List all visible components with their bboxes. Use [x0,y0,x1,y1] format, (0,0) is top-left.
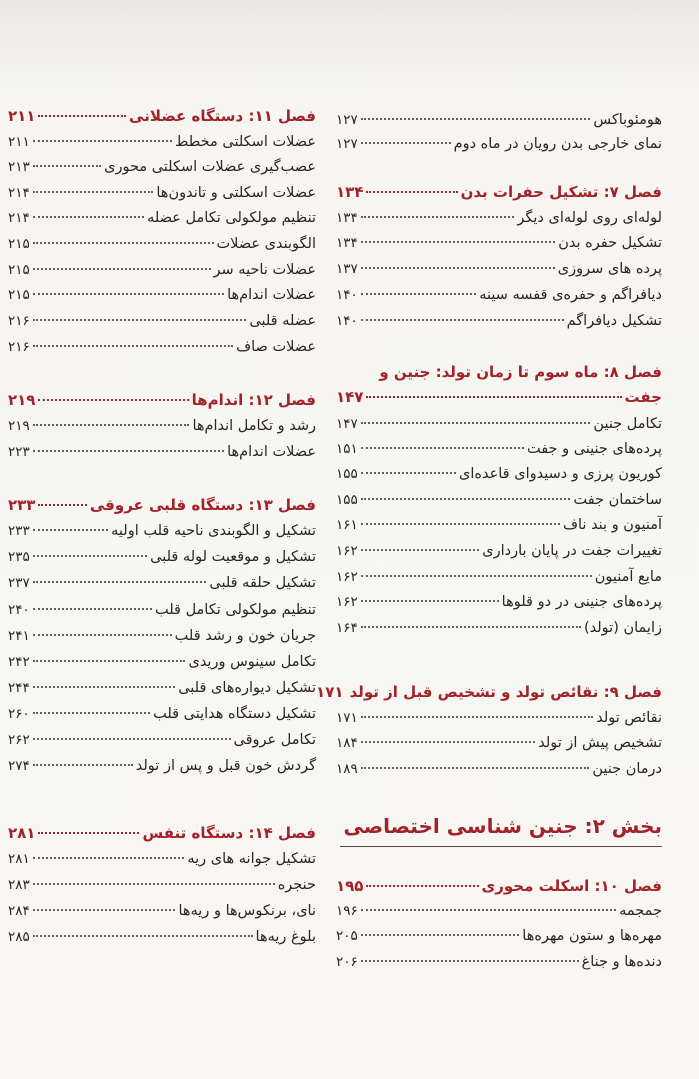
entry-page: ۲۱۴ [8,210,30,226]
toc-entry [8,598,316,622]
toc-entry [336,488,662,512]
toc-entry [8,130,316,154]
entry-page: ۲۲۳ [8,444,30,460]
entry-page: ۱۳۷ [336,261,358,277]
toc-entry [8,258,316,282]
chapter-page: ۲۱۹ [8,391,36,409]
leader-dots [361,472,456,474]
entry-page: ۱۳۴ [336,235,358,251]
toc-entry [336,706,662,730]
toc-entry [336,950,662,974]
leader-dots [33,738,231,740]
toc-entry [336,899,662,923]
entry-title: گردش خون قبل و پس از تولد [135,758,316,774]
chapter-page: ۲۱۱ [8,107,36,125]
chapter-title: فصل ۷: تشکیل حفرات بدن [460,183,662,201]
toc-entry [336,437,662,461]
leader-dots [33,216,144,218]
entry-page: ۱۶۱ [336,517,358,533]
toc-entry [8,728,316,752]
entry-title: تغییرات جفت در پایان بارداری [482,543,662,559]
entry-page: ۱۸۴ [336,735,358,751]
entry-page: ۱۴۷ [336,416,358,432]
leader-dots [33,242,214,244]
entry-title: بلوغ ریه‌ها [255,929,316,945]
entry-page: ۲۱۴ [8,185,30,201]
chapter-13-heading [8,493,316,517]
entry-page: ۲۱۶ [8,313,30,329]
leader-dots [361,447,524,449]
entry-page: ۲۱۱ [8,134,30,150]
entry-title: نقائص تولد [596,710,662,726]
chapter-title: فصل ۹: نقائص تولد و تشخیص قبل از تولد [349,683,662,701]
entry-title: عضلات اسکلتی مخطط [175,134,316,150]
entry-title: تشکیل جوانه های ریه [187,851,316,867]
entry-title: لوله‌ای روی لوله‌ای دیگر [517,210,662,226]
leader-dots [361,909,616,911]
leader-dots [33,764,133,766]
toc-entry [8,545,316,569]
toc-entry [8,702,316,726]
toc-entry [336,616,662,640]
toc-entry [8,624,316,648]
entry-page: ۲۷۴ [8,758,30,774]
entry-title: پرده‌های جنینی و جفت [526,441,662,457]
entry-title: الگوبندی عضلات [216,236,316,252]
entry-page: ۲۱۵ [8,262,30,278]
toc-entry [8,283,316,307]
entry-page: ۱۳۴ [336,210,358,226]
leader-dots [33,424,190,426]
leader-dots [33,634,172,636]
entry-page: ۱۶۲ [336,543,358,559]
entry-page: ۱۶۴ [336,620,358,636]
toc-entry [8,414,316,438]
leader-dots [38,115,126,117]
chapter-8-heading-cont [336,385,662,409]
leader-dots [33,140,172,142]
entry-title: تشکیل و الگوبندی ناحیه قلب اولیه [111,523,316,539]
toc-entry [8,309,316,333]
entry-title: تشکیل دستگاه هدایتی قلب [153,706,316,722]
leader-dots [33,883,275,885]
entry-page: ۲۸۴ [8,903,30,919]
entry-page: ۱۹۶ [336,903,358,919]
leader-dots [361,934,520,936]
chapter-14-heading [8,821,316,845]
entry-page: ۲۱۵ [8,236,30,252]
entry-title: پرده‌های جنینی در دو قلوها [501,594,662,610]
entry-title: دیافراگم و حفره‌ی قفسه سینه [479,287,662,303]
toc-entry [336,539,662,563]
toc-entry [8,676,316,700]
chapter-page: ۲۳۳ [8,496,36,514]
chapter-11-heading [8,104,316,128]
entry-page: ۲۱۵ [8,287,30,303]
leader-dots [33,712,150,714]
entry-title: مایع آمنیون [594,569,662,585]
entry-page: ۲۶۰ [8,706,30,722]
entry-title: تشکیل حلقه قلبی [209,575,316,591]
entry-title: عضلات اندام‌ها [227,287,316,303]
leader-dots [33,660,186,662]
chapter-title: فصل ۸: ماه سوم تا زمان تولد: جنین و [379,363,662,381]
entry-title: کوریون پرزی و دسیدوای قاعده‌ای [459,466,662,482]
toc-entry [8,232,316,256]
entry-page: ۱۵۵ [336,466,358,482]
entry-page: ۱۲۷ [336,112,358,128]
toc-entry [8,206,316,230]
toc-entry [8,181,316,205]
leader-dots [361,118,591,120]
leader-dots [361,960,579,962]
toc-entry [336,412,662,436]
leader-dots [361,422,591,424]
leader-dots [361,741,535,743]
entry-page: ۱۶۲ [336,569,358,585]
part-divider-line [340,846,662,847]
toc-entry [336,513,662,537]
toc-entry [336,108,662,132]
leader-dots [366,396,621,398]
entry-title: زایمان (تولد) [584,620,662,636]
entry-title: درمان جنین [592,761,662,777]
toc-entry [8,519,316,543]
entry-page: ۲۴۰ [8,602,30,618]
entry-page: ۱۴۰ [336,313,358,329]
leader-dots [361,716,593,718]
entry-page: ۱۶۲ [336,594,358,610]
entry-title: عضلات اسکلتی و تاندون‌ها [156,185,316,201]
leader-dots [361,293,476,295]
entry-page: ۲۱۹ [8,418,30,434]
leader-dots [33,686,175,688]
entry-page: ۲۳۵ [8,549,30,565]
leader-dots [361,142,451,144]
chapter-10-heading [336,874,662,898]
entry-page: ۲۱۶ [8,339,30,355]
entry-page: ۲۴۲ [8,654,30,670]
entry-title: دنده‌ها و جناغ [581,954,662,970]
chapter-page: ۲۸۱ [8,824,36,842]
leader-dots [361,216,515,218]
entry-page: ۱۴۰ [336,287,358,303]
chapter-title: فصل ۱۰: اسکلت محوری [481,877,662,895]
entry-title: تشکیل دیافراگم [566,313,662,329]
leader-dots [33,909,176,911]
chapter-page: ۱۹۵ [336,877,364,895]
leader-dots [33,608,152,610]
leader-dots [361,575,592,577]
entry-title: عصب‌گیری عضلات اسکلتی محوری [104,159,316,175]
entry-page: ۲۸۵ [8,929,30,945]
leader-dots [33,293,224,295]
entry-title: ساختمان جفت [573,492,662,508]
entry-page: ۱۲۷ [336,136,358,152]
entry-page: ۱۷۱ [336,710,358,726]
chapter-title: فصل ۱۳: دستگاه قلبی عروقی [89,496,316,514]
toc-entry [8,925,316,949]
entry-page: ۱۸۹ [336,761,358,777]
entry-title: نمای خارجی بدن رویان در ماه دوم [453,136,662,152]
toc-entry [336,206,662,230]
entry-title: تشخیص پیش از تولد [538,735,662,751]
leader-dots [361,600,499,602]
chapter-page: ۱۷۱ [316,683,344,701]
leader-dots [361,523,560,525]
toc-entry [336,757,662,781]
toc-entry [336,565,662,589]
toc-entry [336,231,662,255]
chapter-title: فصل ۱۴: دستگاه تنفس [142,824,316,842]
leader-dots [361,549,479,551]
toc-entry [336,283,662,307]
leader-dots [361,241,555,243]
toc-entry [8,873,316,897]
toc-entry [8,754,316,778]
chapter-12-heading [8,388,316,412]
leader-dots [361,319,564,321]
entry-page: ۲۱۳ [8,159,30,175]
leader-dots [33,345,233,347]
entry-page: ۲۰۶ [336,954,358,970]
toc-entry [8,335,316,359]
chapter-title: فصل ۱۱: دستگاه عضلانی [129,107,316,125]
entry-page: ۲۸۱ [8,851,30,867]
leader-dots [361,767,590,769]
entry-page: ۲۸۳ [8,877,30,893]
entry-page: ۲۶۲ [8,732,30,748]
entry-title: عضلات صاف [236,339,316,355]
leader-dots [366,885,478,887]
entry-title: تشکیل و موقعیت لوله قلبی [150,549,316,565]
toc-entry [336,924,662,948]
leader-dots [38,399,188,401]
leader-dots [361,267,555,269]
toc-entry [336,731,662,755]
entry-title: نای، برنکوس‌ها و ریه‌ها [178,903,316,919]
entry-title: حنجره [277,877,316,893]
leader-dots [33,581,207,583]
toc-entry [336,132,662,156]
leader-dots [361,498,571,500]
toc-entry [8,440,316,464]
leader-dots [33,935,253,937]
entry-title: آمنیون و بند ناف [562,517,662,533]
entry-title: عضله قلبی [249,313,316,329]
entry-title: تکامل سینوس وریدی [188,654,316,670]
toc-entry [336,257,662,281]
entry-page: ۲۴۱ [8,628,30,644]
entry-title: مهره‌ها و ستون مهره‌ها [522,928,662,944]
entry-title: رشد و تکامل اندام‌ها [192,418,316,434]
entry-page: ۲۰۵ [336,928,358,944]
entry-title: هومئوباکس [593,112,662,128]
leader-dots [38,504,86,506]
entry-page: ۱۵۵ [336,492,358,508]
leader-dots [361,626,581,628]
entry-page: ۲۳۷ [8,575,30,591]
chapter-title: فصل ۱۲: اندام‌ها [191,391,316,409]
leader-dots [38,832,139,834]
entry-page: ۲۴۴ [8,680,30,696]
chapter-9-heading [316,680,662,704]
toc-entry [8,155,316,179]
toc-entry [336,462,662,486]
toc-entry [8,899,316,923]
toc-entry [336,309,662,333]
leader-dots [33,165,101,167]
leader-dots [33,450,224,452]
chapter-7-heading [336,180,662,204]
entry-title: تنظیم مولکولی تکامل قلب [154,602,316,618]
entry-title: عضلات ناحیه سر [213,262,316,278]
leader-dots [33,191,154,193]
toc-entry [8,650,316,674]
chapter-8-heading [336,360,662,384]
part-2-heading: بخش ۲: جنین شناسی اختصاصی [343,814,662,838]
leader-dots [33,268,211,270]
entry-title: جمجمه [619,903,662,919]
entry-title: پرده های سروزی [557,261,662,277]
entry-page: ۲۳۳ [8,523,30,539]
leader-dots [33,319,247,321]
entry-title: تکامل عروقی [233,732,316,748]
entry-title: تشکیل حفره بدن [558,235,662,251]
entry-title: تنظیم مولکولی تکامل عضله [147,210,316,226]
toc-entry [336,590,662,614]
entry-title: تشکیل دیواره‌های قلبی [178,680,316,696]
leader-dots [33,857,185,859]
entry-title: عضلات اندام‌ها [227,444,316,460]
toc-entry [8,847,316,871]
leader-dots [33,555,147,557]
entry-page: ۱۵۱ [336,441,358,457]
chapter-page: ۱۴۷ [336,388,364,406]
chapter-title: جفت [624,388,662,406]
chapter-page: ۱۳۴ [336,183,364,201]
leader-dots [33,529,108,531]
toc-entry [8,571,316,595]
entry-title: تکامل جنین [593,416,662,432]
entry-title: جریان خون و رشد قلب [174,628,316,644]
leader-dots [366,191,457,193]
